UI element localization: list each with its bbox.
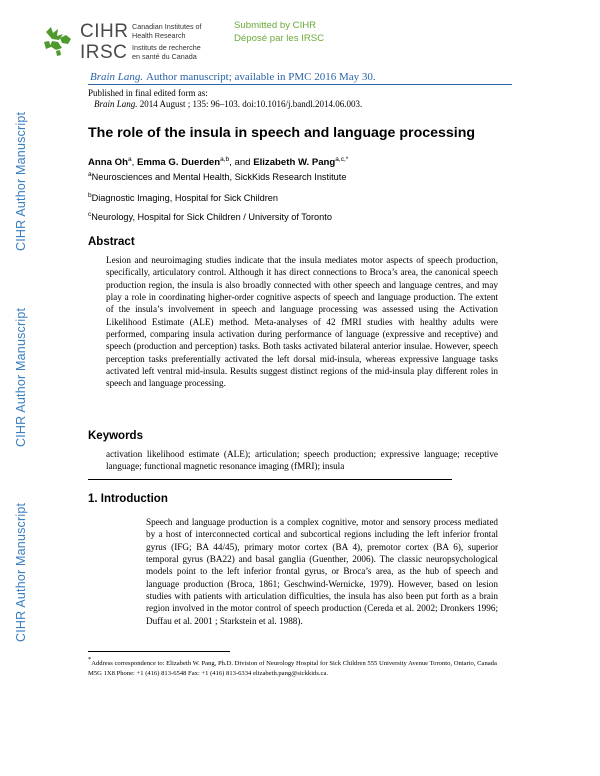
header-divider [88,84,512,85]
affiliation: $^c$Neurology, Hospital for Sick Children / University of Toronto [88,211,332,222]
submitted-by-note: Submitted by CIHR Déposé par les IRSC [234,20,325,44]
logo-cihr-text: CIHR [80,21,129,42]
introduction-text: Speech and language production is a complex cognitive, motor and sensory process mediated by a host of interconnected cortical and subcortical regions including the left inferior frontal gyrus (IFG; BA 44/45), primary motor cortex (BA 4), premotor cortex (BA 6), superior temporal gyrus (BA22) and basal ganglia (Guenther, 2006). The classic neuropsychological models point to the left inferior frontal gyrus, or Broca’s area, as the hub of speech and language production (Broca, 1861; Geschwind-Wernicke, 1979). However, based on lesion studies with patients with articulation difficulties, the insula has also been put forth as a brain region involved in the motor control of speech production (Cereda et al. 2002; Dronkers 1996; Duffau et al. 2001 ; Starkstein et al. 1988). [146,517,498,626]
logo-french-name: Instituts de recherche en santé du Canada [132,43,201,61]
keywords-text: activation likelihood estimate (ALE); articulation; speech production; expressive language; receptive language; functional magnetic resonance imaging (fMRI); insula [106,449,498,472]
affiliation: $^b$Diagnostic Imaging, Hospital for Sick Children [88,192,279,203]
author-list: Anna Oh$^a$, Emma G. Duerden$^{a,b}$, and Elizabeth W. Pang$^{a,c,*}$ [88,156,349,168]
introduction-heading: 1. Introduction [88,493,168,505]
citation: Brain Lang. 2014 August ; 135: 96–103. doi:10.1016/j.bandl.2014.06.003. [94,99,363,109]
sidebar [0,0,50,776]
paper-title: The role of the insula in speech and language processing [88,125,476,141]
sidebar-label: CIHR Author Manuscript [14,111,28,251]
logo-irsc-text: IRSC [80,42,128,63]
correspondence-footnote: *Address correspondence to: Elizabeth W. Pang, Ph.D. Division of Neurology Hospital for Sick Children 555 University Avenue Toronto, Ontario, Canada M5G 1X8 Phone: +1 (416) 813-6548 Fax: +1 (416) 813-6334 elizabeth.pang@sickkids.ca. [88,656,497,677]
keywords-heading: Keywords [88,430,143,442]
sidebar-label: CIHR Author Manuscript [14,502,28,642]
cihr-logo [40,18,240,68]
keywords-divider [88,479,452,480]
manuscript-header-link[interactable]: Brain Lang. Author manuscript; available in PMC 2016 May 30. [90,71,376,83]
abstract-heading: Abstract [88,236,135,248]
affiliation: $^a$Neurosciences and Mental Health, SickKids Research Institute [88,171,347,182]
sidebar-label: CIHR Author Manuscript [14,307,28,447]
published-as-note: Published in final edited form as: [88,88,208,98]
abstract-text: Lesion and neuroimaging studies indicate that the insula mediates motor aspects of speech production, specifically, articulatory control. Although it has direct connections to Broca’s area, the canonical speech production region, the insula is also broadly connected with other speech and language centres, and may play a role in coordinating higher-order cognitive aspects of speech and language production. The extent of the insula’s involvement in speech and language processing was assessed using the Activation Likelihood Estimate (ALE) method. Meta-analyses of 42 fMRI studies with healthy adults were performed, comparing insula activation during performance of language (expressive and receptive) and speech (production and perception) tasks. Both tasks activated bilateral anterior insulae. However, speech perception tasks preferentially activated the left dorsal mid-insula, whereas expressive language tasks activated left ventral mid-insula. Results suggest distinct regions of the mid-insula play different roles in speech and language processing. [106,255,498,389]
footnote-divider [88,651,230,652]
maple-leaf-icon [40,24,80,58]
logo-english-name: Canadian Institutes of Health Research [132,22,202,40]
